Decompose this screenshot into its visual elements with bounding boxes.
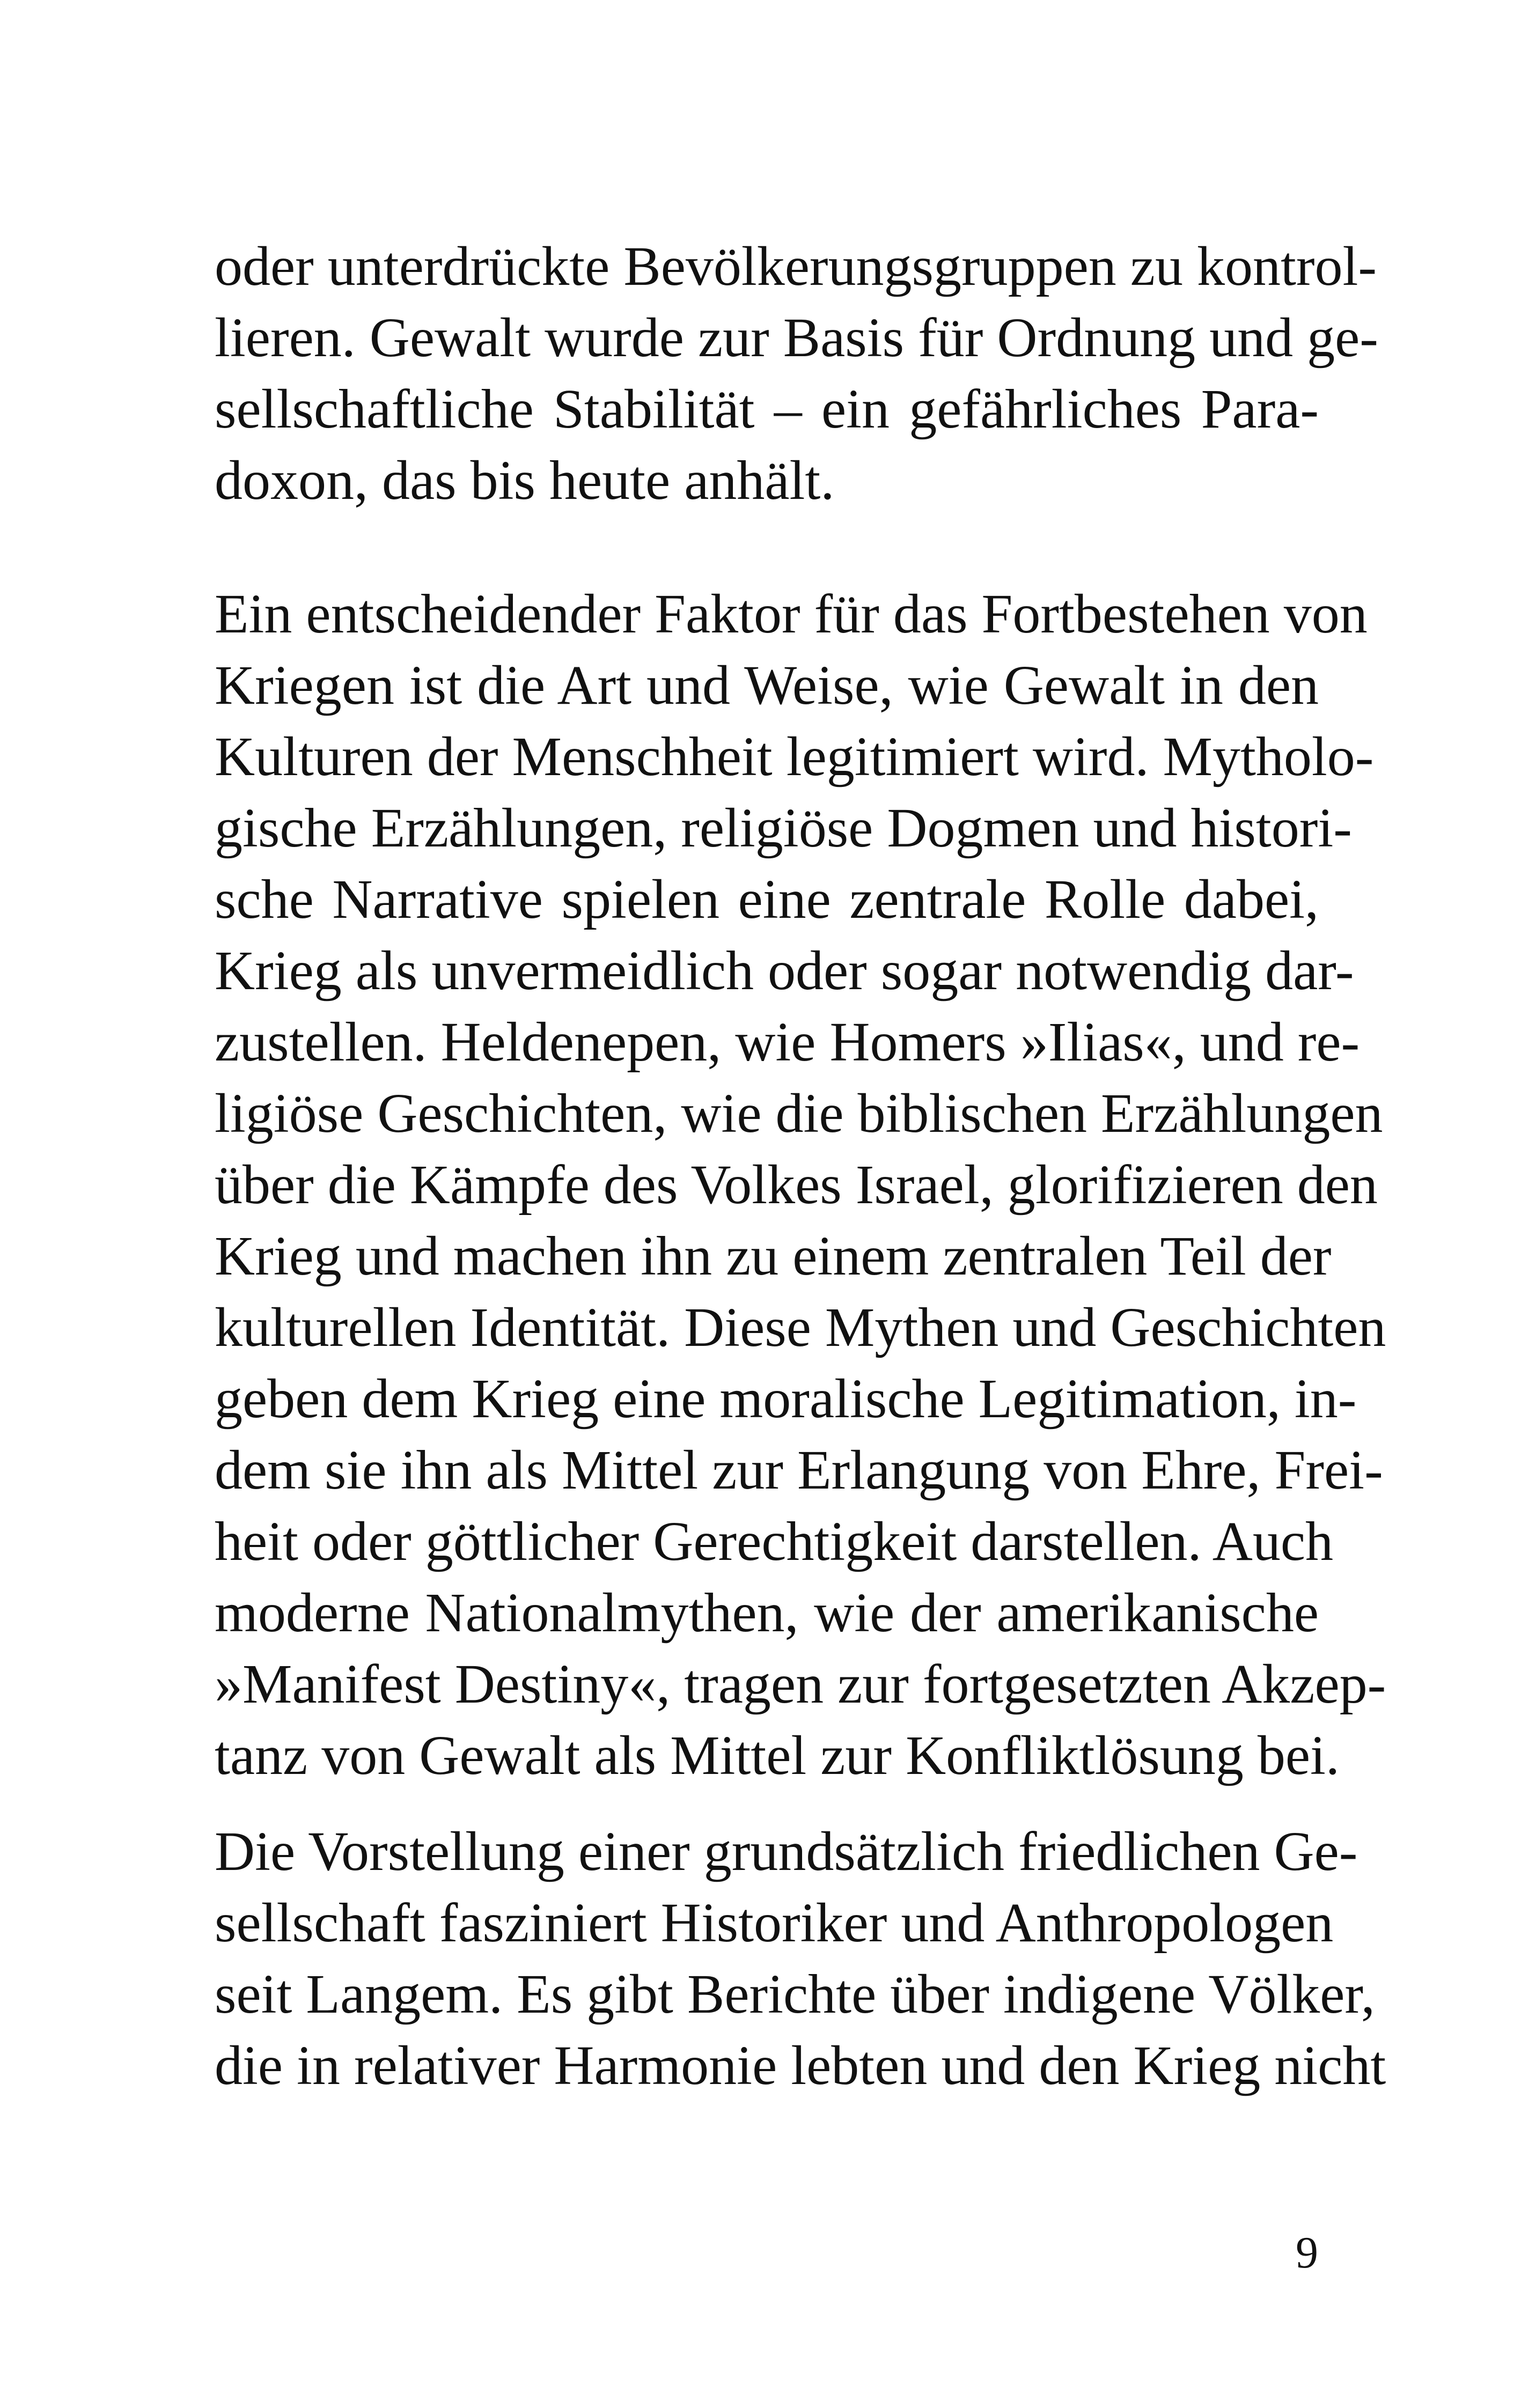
text-line: »Manifest Destiny«, tragen zur fortgesetzten Akzep-: [215, 1653, 1386, 1715]
text-line: lieren. Gewalt wurde zur Basis für Ordnung und ge-: [215, 307, 1378, 369]
text-line: Die Vorstellung einer grundsätzlich friedlichen Ge-: [215, 1821, 1358, 1882]
text-line: sellschaft fasziniert Historiker und Anthropologen: [215, 1892, 1334, 1954]
text-line: geben dem Krieg eine moralische Legitimation, in-: [215, 1368, 1357, 1430]
text-line: moderne Nationalmythen, wie der amerikanische: [215, 1582, 1319, 1644]
text-line: kulturellen Identität. Diese Mythen und Geschichten: [215, 1297, 1386, 1358]
text-line: Ein entscheidender Faktor für das Fortbestehen von: [215, 583, 1368, 645]
text-line: doxon, das bis heute anhält.: [215, 450, 835, 511]
paragraph-3: [215, 1816, 1386, 2101]
text-line: sche Narrative spielen eine zentrale Rolle dabei,: [215, 868, 1319, 930]
page-number: 9: [1296, 2228, 1318, 2278]
text-line: gische Erzählungen, religiöse Dogmen und histori-: [215, 797, 1352, 859]
paragraph-2: [215, 578, 1386, 1791]
text-line: die in relativer Harmonie lebten und den Krieg nicht: [215, 2035, 1386, 2096]
text-line: seit Langem. Es gibt Berichte über indigene Völker,: [215, 1963, 1375, 2025]
text-line: heit oder göttlicher Gerechtigkeit darstellen. Auch: [215, 1511, 1334, 1572]
text-line: dem sie ihn als Mittel zur Erlangung von Ehre, Frei-: [215, 1439, 1383, 1501]
text-line: über die Kämpfe des Volkes Israel, glorifizieren den: [215, 1154, 1378, 1216]
text-line: Krieg und machen ihn zu einem zentralen Teil der: [215, 1225, 1332, 1287]
text-line: sellschaftliche Stabilität – ein gefährliches Para-: [215, 378, 1319, 440]
text-line: oder unterdrückte Bevölkerungsgruppen zu kontrol-: [215, 235, 1377, 297]
text-line: zustellen. Heldenepen, wie Homers »Ilias«, und re-: [215, 1011, 1360, 1073]
text-line: Krieg als unvermeidlich oder sogar notwendig dar-: [215, 940, 1354, 1002]
text-line: tanz von Gewalt als Mittel zur Konfliktlösung bei.: [215, 1725, 1340, 1786]
text-line: Kriegen ist die Art und Weise, wie Gewalt in den: [215, 654, 1319, 716]
paragraph-1: [215, 231, 1378, 516]
text-line: ligiöse Geschichten, wie die biblischen Erzählungen: [215, 1083, 1383, 1144]
text-line: Kulturen der Menschheit legitimiert wird. Mytholo-: [215, 726, 1374, 787]
